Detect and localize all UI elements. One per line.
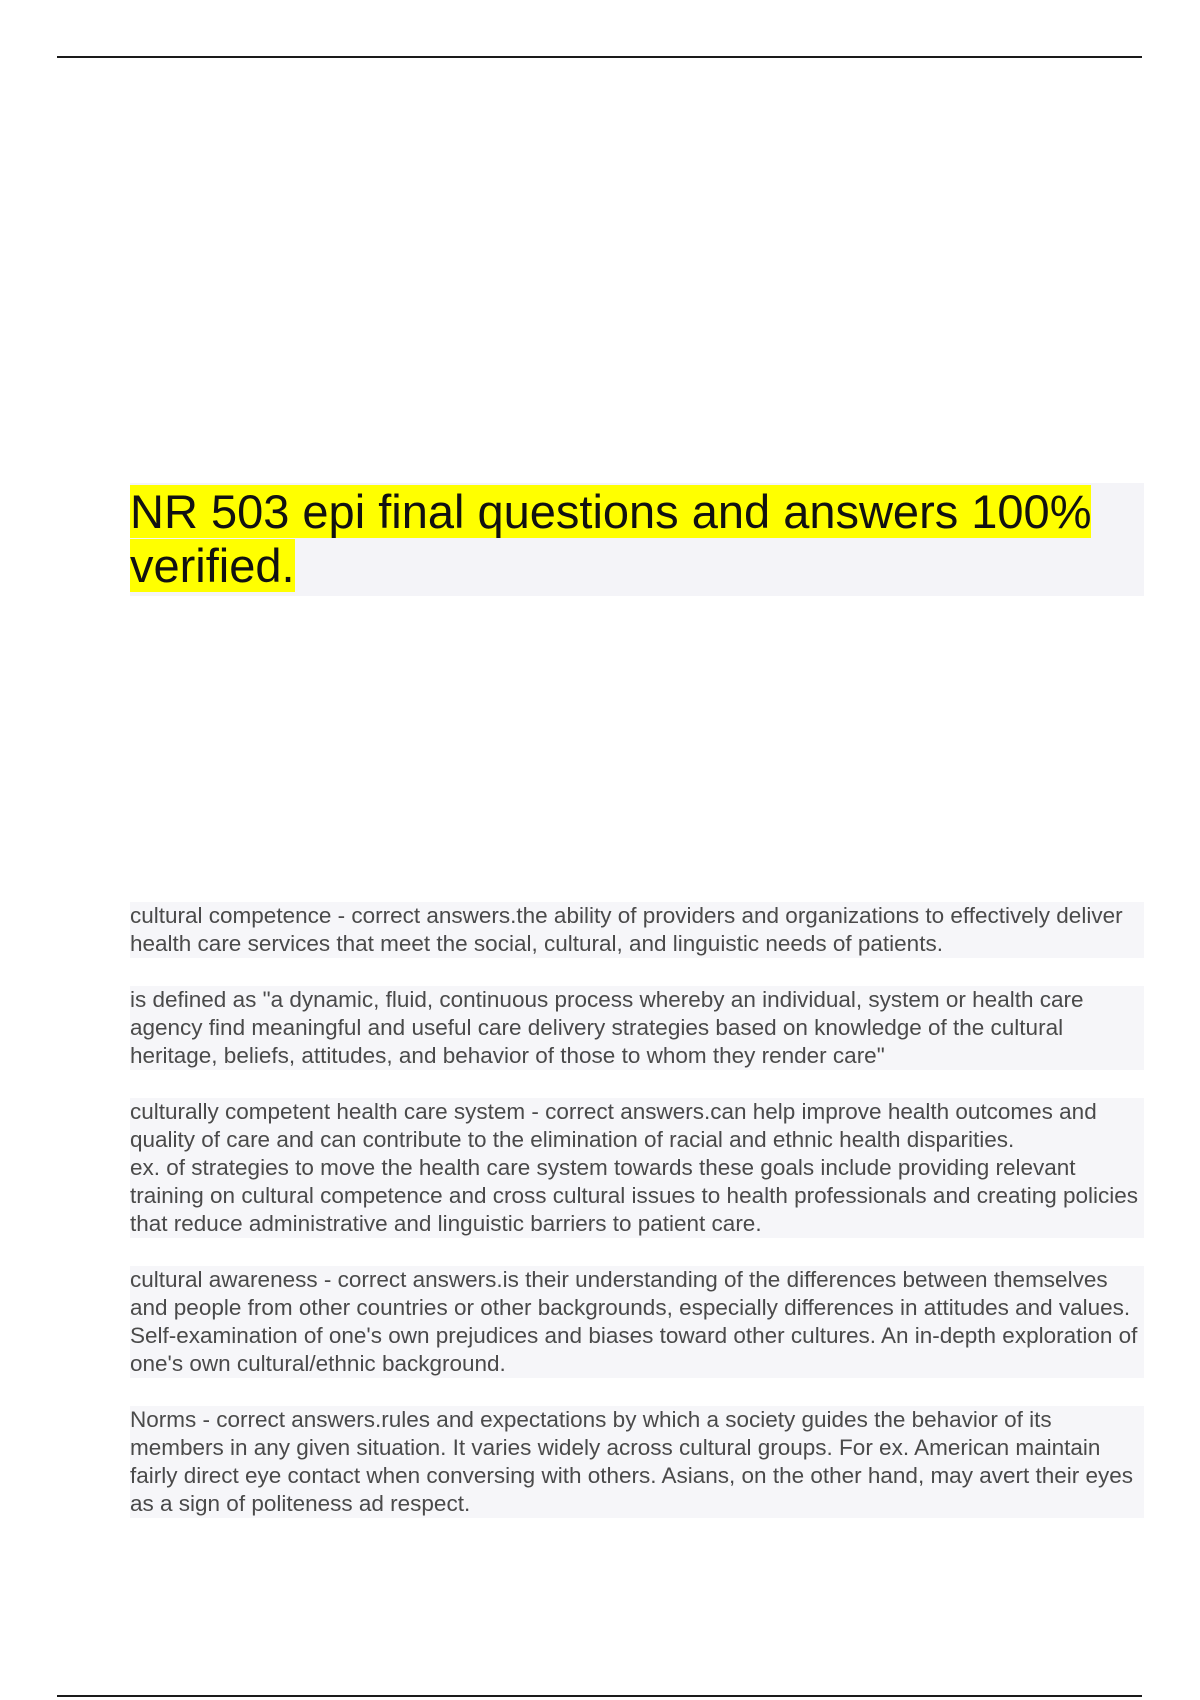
paragraph-norms: Norms - correct answers.rules and expectations by which a society guides the behavior of its members in any given situation. It varies widely across cultural groups. For ex. American maintain fairly direct eye contact when conversing with others. Asians, on the other hand, may avert their eyes as a sign of politeness ad respect.: [130, 1406, 1144, 1518]
bottom-rule: [57, 1695, 1142, 1697]
title-block: [130, 483, 1144, 596]
paragraph-cultural-awareness: cultural awareness - correct answers.is their understanding of the differences between themselves and people from other countries or other backgrounds, especially differences in attitudes and values. Self-examination of one's own prejudices and biases toward other cultures. An in-depth exploration of one's own cultural/ethnic background.: [130, 1266, 1144, 1378]
paragraph-definition: is defined as "a dynamic, fluid, continuous process whereby an individual, system or health care agency find meaningful and useful care delivery strategies based on knowledge of the cultural heritage, beliefs, attitudes, and behavior of those to whom they render care": [130, 986, 1144, 1070]
title-highlight: NR 503 epi final questions and answers 100% verified.: [130, 485, 1092, 592]
paragraph-competent-health-care-system: culturally competent health care system - correct answers.can help improve health outcomes and quality of care and can contribute to the elimination of racial and ethnic health disparities. ex. of strategies to move the health care system towards these goals include providing relevant training on cultural competence and cross cultural issues to health professionals and creating policies that reduce administrative and linguistic barriers to patient care.: [130, 1098, 1144, 1238]
top-rule: [57, 56, 1142, 58]
document-body: [130, 902, 1144, 1546]
document-title: [130, 483, 1144, 593]
paragraph-cultural-competence: cultural competence - correct answers.the ability of providers and organizations to effectively deliver health care services that meet the social, cultural, and linguistic needs of patients.: [130, 902, 1144, 958]
